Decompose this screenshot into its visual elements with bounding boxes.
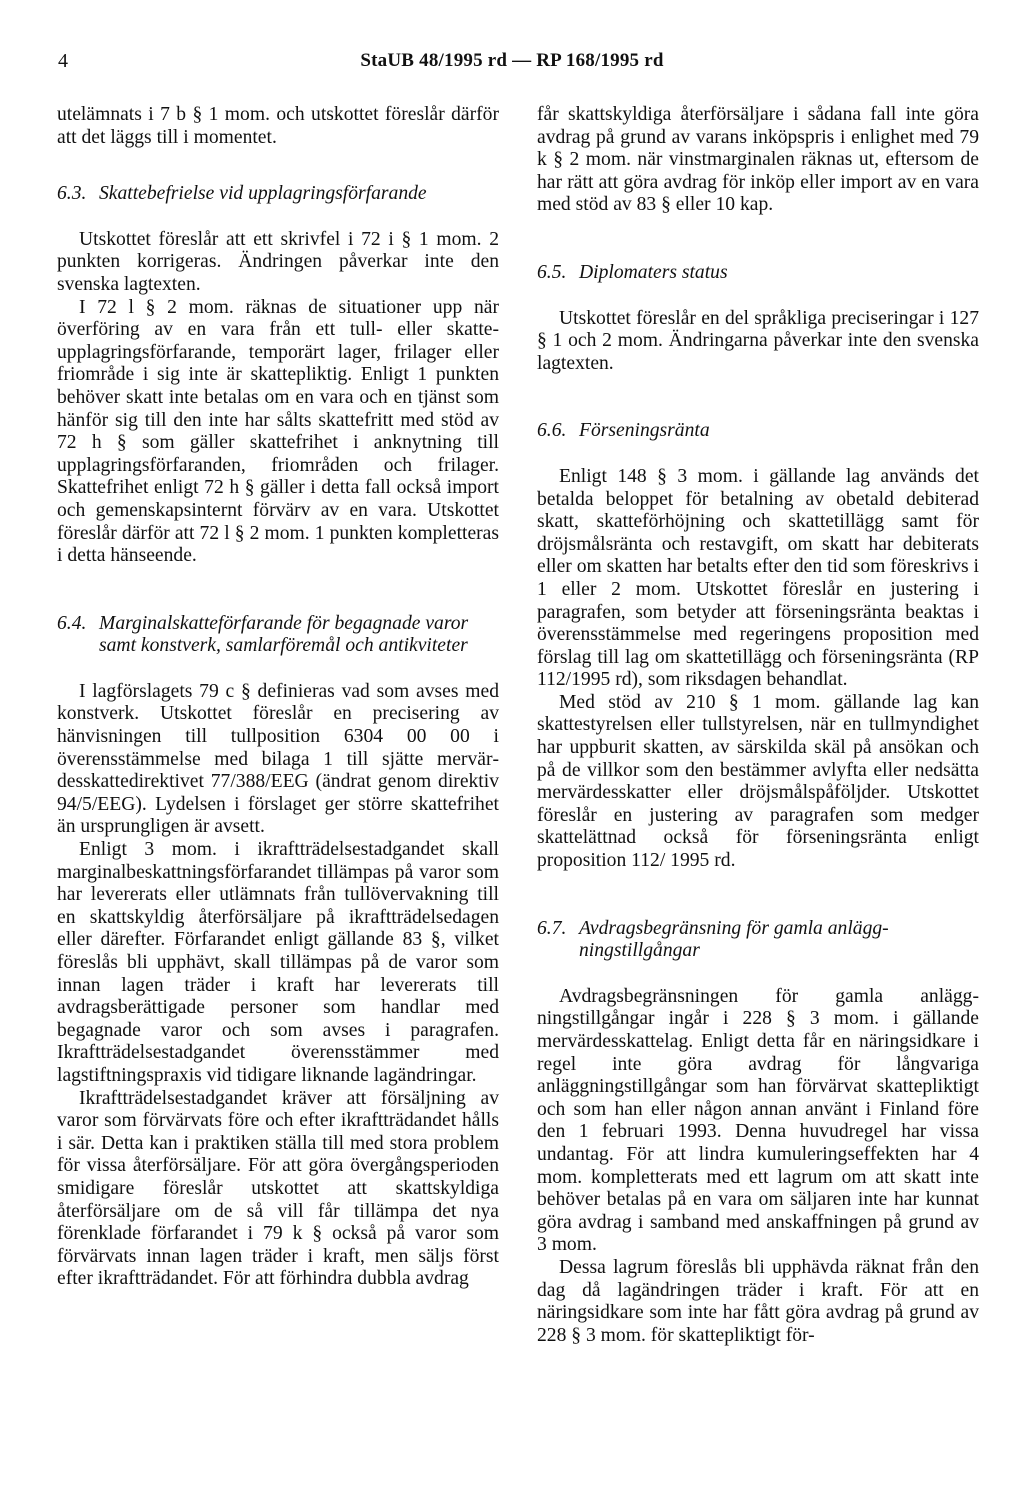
section-number: 6.7. — [537, 917, 567, 939]
paragraph: utelämnats i 7 b § 1 mom. och utskottet föreslår därför att det läggs till i momentet. — [57, 104, 499, 148]
paragraph: Enligt 148 § 3 mom. i gällande lag används det betalda beloppet för betalning av obetald debiterad skatt, skatteförhöjning och skattetillägg samt för dröjsmålsränta och restavgift, om skatt har debiterats eller om skatten har betalts efter den tid som föreskrivs i 1 eller 2 mom. Utskottet föreslår en justering i paragrafen, som betyder att förseningsränta beaktas i överensstämmelse med regeringens proposition med förslag till lag om skattetillägg och förseningsränta (RP 112/1995 rd), som riksdagen behandlat. — [537, 465, 979, 691]
paragraph: Dessa lagrum föreslås bli upphävda räknat från den dag då lagändringen träder i kraft. För att en näringsidkare som inte har fått göra avdrag på grund av 228 § 3 mom. för skattepliktigt för- — [537, 1256, 979, 1346]
paragraph: I lagförslagets 79 c § definieras vad som avses med konstverk. Utskottet föreslår en precisering av hänvisningen till tullposition 6304 00 00 i överensstämmelse med bilaga 1 till sjätte mervärdesskattedirektivet 77/388/EEG (ändrat genom direktiv 94/5/EEG). Lydelsen i förslaget ger större skattefrihet än ursprungligen är avsett. — [57, 680, 499, 838]
paragraph: Ikraftträdelsestadgandet kräver att försäljning av varor som förvärvats före och efter ikraftträdandet hålls i sär. Detta kan i praktiken ställa till med stora problem för vissa återförsäljare. För att göra övergångsperioden smidigare föreslår utskottet att skattskyldiga återförsäljare om de så vill får tillämpa det nya förenklade förfarandet i 79 k § också på varor som förvärvats innan lagen träder i kraft, men säljs först efter ikraftträdandet. För att förhindra dubbla avdrag — [57, 1087, 499, 1290]
section-number: 6.5. — [537, 261, 567, 283]
paragraph: Utskottet föreslår att ett skrivfel i 72 i § 1 mom. 2 punkten korrigeras. Ändringen påverkar inte den svenska lagtexten. — [57, 228, 499, 295]
section-title: Avdragsbegränsning för gamla anläggningstillgångar — [579, 917, 889, 962]
section-number: 6.3. — [57, 183, 87, 205]
section-heading-6-5 — [537, 262, 979, 285]
section-heading-6-6 — [537, 420, 979, 443]
section-title: Marginalskatteförfarande för begagnade varor samt konstverk, samlarföremål och antikviteter — [99, 612, 469, 657]
section-number: 6.4. — [57, 612, 87, 634]
paragraph: får skattskyldiga återförsäljare i sådana fall inte göra avdrag på grund av varans inköpspris i enlighet med 79 k § 2 mom. när vinstmarginalen räknas ut, eftersom de har rätt att göra avdrag för inköp eller import av en vara med stöd av 83 § eller 10 kap. — [537, 104, 979, 216]
section-title: Diplomaters status — [579, 261, 728, 283]
document-title: StaUB 48/1995 rd — RP 168/1995 rd — [360, 50, 664, 71]
section-heading-6-7 — [537, 918, 979, 963]
paragraph: I 72 l § 2 mom. räknas de situationer upp när överföring av en vara från ett tull- eller skatteupplagringsförfarande, temporärt lager, frilager eller friområde i sig inte är skattepliktig. Enligt 1 punkten behöver skatt inte betalas om en vara och en tjänst som hänför sig till den inte har sålts skattefritt med stöd av 72 h § som gäller skattefrihet i anknytning till upplagringsförfaranden, friområden och frilager. Skattefrihet enligt 72 h § gäller i detta fall också import och gemenskapsinternt förvärv av en vara. Utskottet föreslår därför att 72 l § 2 mom. 1 punkten kompletteras i detta hänseende. — [57, 296, 499, 567]
paragraph: Avdragsbegränsningen för gamla anläggningstillgångar ingår i 228 § 3 mom. i gällande mervärdesskattelag. Enligt detta får en näringsidkare i regel inte göra avdrag för långvariga anläggningstillgångar som han förvärvat skattepliktigt och som han eller någon annan använt i Finland före den 1 februari 1993. Denna huvudregel har vissa undantag. För att lindra kumuleringseffekten har 4 mom. kompletterats med ett lagrum om att skatt inte behöver betalas på en vara om säljaren inte har kunnat göra avdrag i samband med anskaffningen på grund av 3 mom. — [537, 985, 979, 1256]
left-column — [57, 104, 499, 1291]
page-header — [0, 50, 1024, 80]
paragraph: Enligt 3 mom. i ikraftträdelsestadgandet skall marginalbeskattningsförfarandet tillämpas på varor som har levererats eller utlämnats från tullövervakning till en skattskyldig återförsäljare på ikraftträdelsedagen eller därefter. Förfarandet enligt gällande 83 §, vilket föreslås bli upphävt, skall tillämpas på de varor som innan lagen träder i kraft har levererats till avdragsberättigade personer som handlar med begagnade varor och som avses i paragrafen. Ikraftträdelsestadgandet överensstämmer med lagstiftningspraxis vid tidigare liknande lagändringar. — [57, 839, 499, 1086]
paragraph: Utskottet föreslår en del språkliga preciseringar i 127 § 1 och 2 mom. Ändringarna påverkar inte den svenska lagtexten. — [537, 307, 979, 374]
page-number: 4 — [58, 50, 68, 72]
section-title: Skattebefrielse vid upplagringsförfarande — [99, 183, 427, 205]
paragraph: Med stöd av 210 § 1 mom. gällande lag kan skattestyrelsen eller tullstyrelsen, när en tullmyndighet har uppburit skatten, av särskilda skäl på ansökan och på de villkor som den bestämmer avlyfta eller nedsätta mervärdesskatter eller dröjsmålspåföljder. Utskottet föreslår en justering av paragrafen som medger skattelättnad också för förseningsränta enligt proposition 112/ 1995 rd. — [537, 691, 979, 872]
section-title: Förseningsränta — [579, 420, 710, 442]
right-column — [537, 104, 979, 1347]
section-number: 6.6. — [537, 420, 567, 442]
section-heading-6-3 — [57, 183, 499, 206]
section-heading-6-4 — [57, 613, 499, 658]
